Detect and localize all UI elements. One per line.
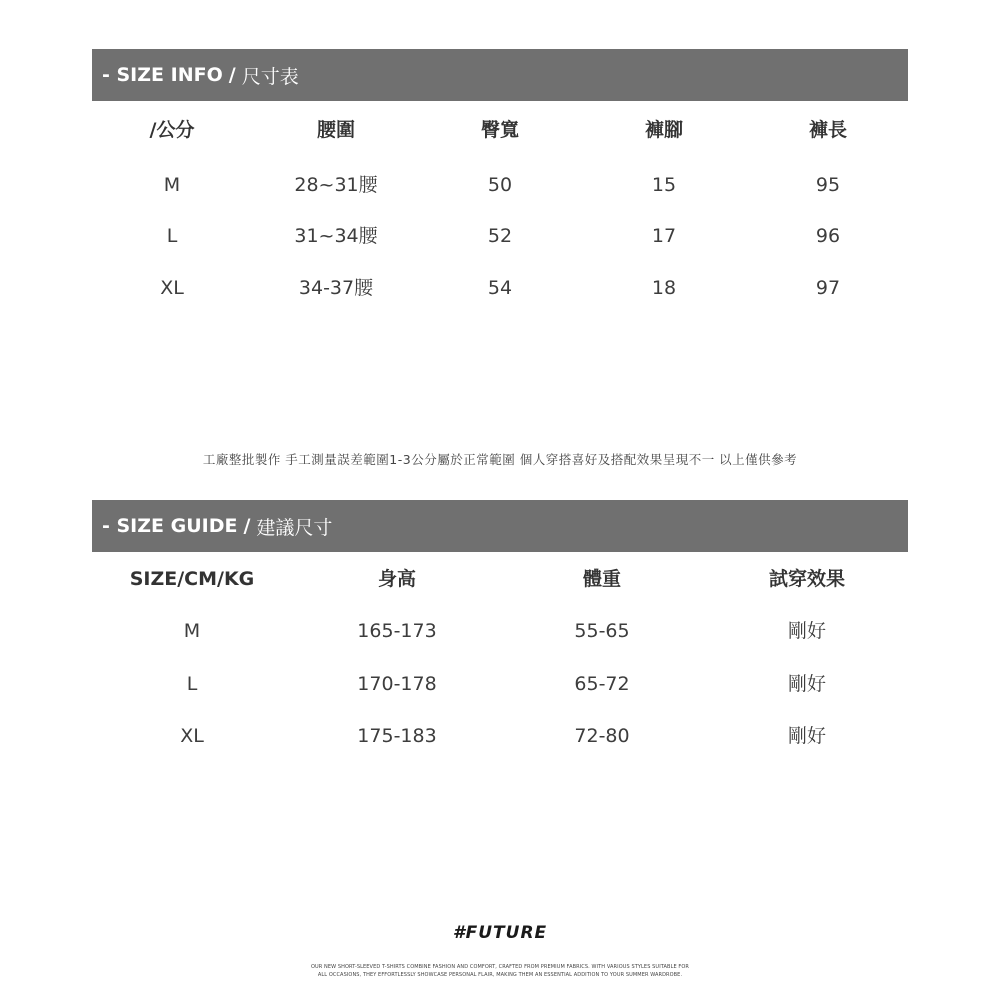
size-info-col-unit: /公分: [149, 119, 195, 141]
size-guide-col-size: SIZE/CM/KG: [129, 568, 255, 590]
size-guide-title-zh: 建議尺寸: [256, 516, 333, 539]
size-label: XL: [180, 725, 204, 747]
height-value: 165-173: [357, 620, 437, 642]
size-info-col-waist: 腰圍: [316, 119, 356, 141]
height-value: 170-178: [357, 673, 437, 695]
hip-value: 52: [487, 225, 513, 247]
hem-value: 15: [651, 174, 677, 196]
size-info-title-en: - SIZE INFO: [102, 64, 223, 86]
table-row: [92, 273, 908, 303]
length-value: 95: [815, 174, 841, 196]
table-row: [92, 721, 908, 751]
waist-value: 28~31腰: [294, 174, 378, 196]
brand-logo-text: #FUTURE: [452, 923, 548, 943]
hem-value: 17: [651, 225, 677, 247]
fit-value: 剛好: [787, 620, 827, 642]
waist-value: 31~34腰: [294, 225, 378, 247]
size-info-title-separator: /: [228, 64, 236, 86]
table-row: [92, 669, 908, 699]
weight-value: 72-80: [574, 725, 630, 747]
measurement-disclaimer: 工廠整批製作 手工測量誤差範圍1-3公分屬於正常範圍 個人穿搭喜好及搭配效果呈現不一 以上僅供參考: [202, 452, 798, 467]
size-label: L: [166, 225, 178, 247]
table-row: [92, 170, 908, 200]
size-info-col-hip: 臀寬: [480, 119, 520, 141]
size-guide-title-en: - SIZE GUIDE: [102, 515, 238, 537]
hem-value: 18: [651, 277, 677, 299]
size-guide-col-height: 身高: [377, 568, 417, 590]
size-label: XL: [160, 277, 184, 299]
size-label: M: [183, 620, 201, 642]
size-info-header-row: [92, 115, 908, 145]
size-guide-header-row: [92, 564, 908, 594]
table-row: [92, 616, 908, 646]
fit-value: 剛好: [787, 725, 827, 747]
size-label: L: [186, 673, 198, 695]
table-row: [92, 221, 908, 251]
length-value: 96: [815, 225, 841, 247]
size-guide-col-fit: 試穿效果: [768, 568, 846, 590]
height-value: 175-183: [357, 725, 437, 747]
size-label: M: [163, 174, 181, 196]
fit-value: 剛好: [787, 673, 827, 695]
size-guide-header: [92, 500, 908, 552]
weight-value: 65-72: [574, 673, 630, 695]
length-value: 97: [815, 277, 841, 299]
size-info-col-length: 褲長: [808, 119, 848, 141]
size-guide-col-weight: 體重: [582, 568, 622, 590]
footer-line-1: OUR NEW SHORT-SLEEVED T-SHIRTS COMBINE FASHION AND COMFORT, CRAFTED FROM PREMIUM FABRICS. WITH VARIOUS STYLES SUITABLE FOR: [311, 964, 689, 970]
size-info-header: [92, 49, 908, 101]
size-guide-title-separator: /: [243, 515, 251, 537]
size-info-col-hem: 褲腳: [644, 119, 684, 141]
footer-line-2: ALL OCCASIONS, THEY EFFORTLESSLY SHOWCASE PERSONAL FLAIR, MAKING THEM AN ESSENTIAL ADDITION TO YOUR SUMMER WARDROBE.: [317, 972, 683, 978]
weight-value: 55-65: [574, 620, 630, 642]
size-info-title-zh: 尺寸表: [241, 65, 299, 88]
hip-value: 50: [487, 174, 513, 196]
waist-value: 34-37腰: [298, 277, 374, 299]
hip-value: 54: [487, 277, 513, 299]
footer-description: [0, 963, 1000, 979]
